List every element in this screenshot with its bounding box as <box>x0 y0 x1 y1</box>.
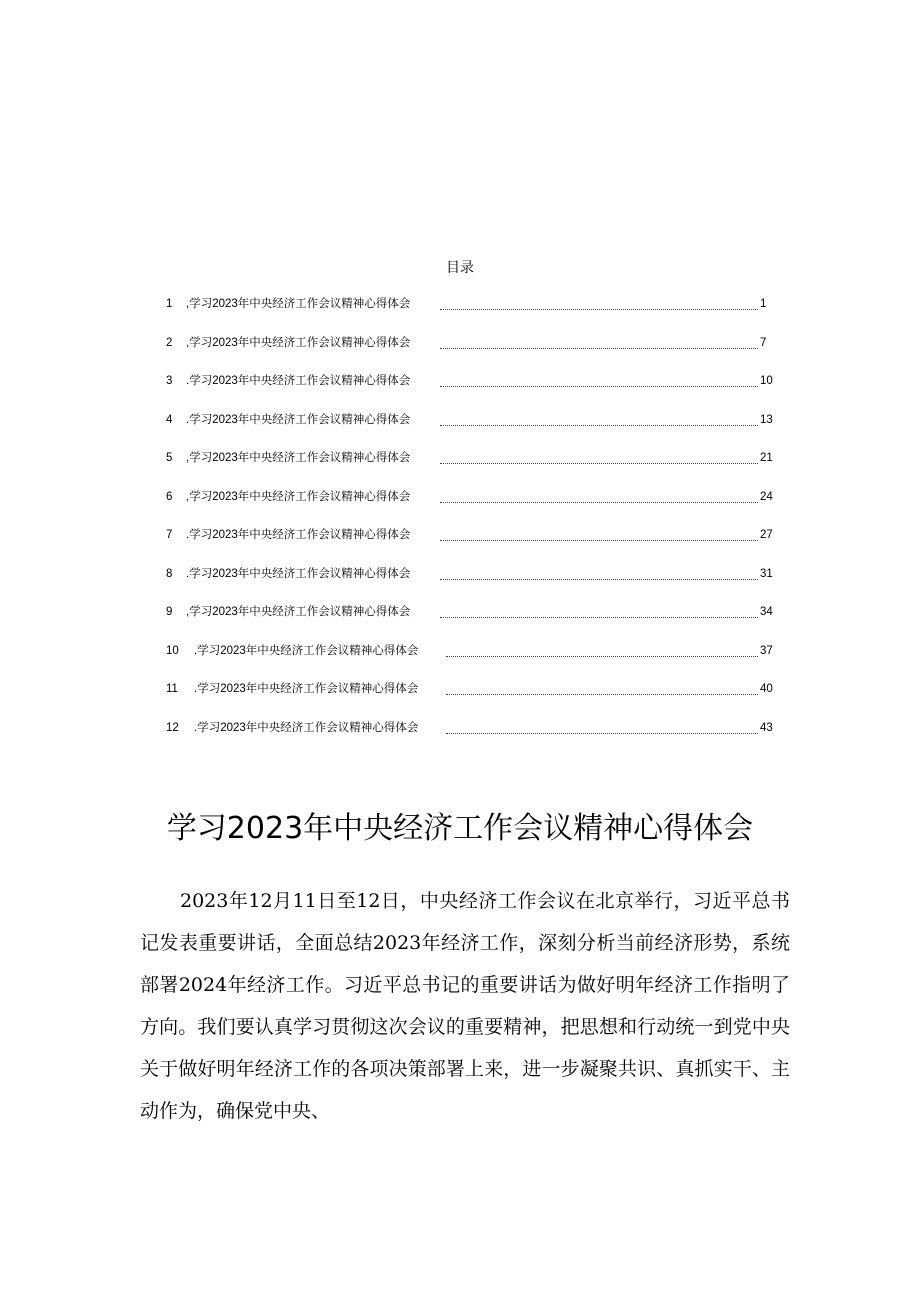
toc-item[interactable] <box>0 486 920 508</box>
toc-dot-leader <box>446 694 758 695</box>
toc-item[interactable] <box>0 409 920 431</box>
toc-item-title: .学习2023年中央经济工作会议精神心得体会 <box>186 413 411 426</box>
toc-item-number: 12 <box>166 721 179 734</box>
toc-item-title: ,学习2023年中央经济工作会议精神心得体会 <box>186 452 411 464</box>
toc-item-number: 4 <box>166 413 173 426</box>
toc-item-title: ,学习2023年中央经济工作会议精神心得体会 <box>186 298 411 310</box>
toc-item-page: 1 <box>760 298 767 310</box>
toc-dot-leader <box>440 386 758 387</box>
toc-item-title: ,学习2023年中央经济工作会议精神心得体会 <box>186 336 411 349</box>
toc-item[interactable] <box>0 717 920 739</box>
toc-dot-leader <box>440 425 758 426</box>
toc-item-number: 3 <box>166 375 173 387</box>
toc-dot-leader <box>440 540 758 541</box>
toc-item[interactable] <box>0 640 920 662</box>
toc-dot-leader <box>440 617 758 618</box>
toc-item-number: 8 <box>166 567 173 580</box>
toc-item-page: 7 <box>760 336 767 349</box>
toc-item-title: .学习2023年中央经济工作会议精神心得体会 <box>194 683 419 695</box>
toc-dot-leader <box>446 733 758 734</box>
toc-item-number: 7 <box>166 529 173 541</box>
toc-item[interactable] <box>0 332 920 354</box>
toc-item[interactable] <box>0 563 920 585</box>
toc-item-page: 24 <box>760 490 773 503</box>
toc-item-title: .学习2023年中央经济工作会议精神心得体会 <box>186 567 411 580</box>
toc-item-page: 43 <box>760 721 773 734</box>
toc-item-page: 10 <box>760 375 773 387</box>
toc-item-page: 27 <box>760 529 773 541</box>
toc-item[interactable] <box>0 293 920 315</box>
toc-item[interactable] <box>0 447 920 469</box>
toc-item-page: 13 <box>760 413 773 426</box>
toc-item-number: 5 <box>166 452 173 464</box>
body-paragraph: 2023年12月11日至12日，中央经济工作会议在北京举行，习近平总书记发表重要讲话，全面总结2023年经济工作，深刻分析当前经济形势，系统部署2024年经济工作。习近平总书记的重要讲话为做好明年经济工作指明了方向。我们要认真学习贯彻这次会议的重要精神，把思想和行动统一到党中央关于做好明年经济工作的各项决策部署上来，进一步凝聚共识、真抓实干、主动作为，确保党中央、 <box>140 890 790 1122</box>
toc-item-title: .学习2023年中央经济工作会议精神心得体会 <box>194 721 419 734</box>
toc-item-title: ,学习2023年中央经济工作会议精神心得体会 <box>186 606 411 618</box>
toc-item-number: 9 <box>166 606 173 618</box>
toc-heading: 目录 <box>446 260 474 276</box>
toc-dot-leader <box>440 309 758 310</box>
toc-item-title: .学习2023年中央经济工作会议精神心得体会 <box>194 644 419 657</box>
toc-dot-leader <box>446 656 758 657</box>
toc-item[interactable] <box>0 678 920 700</box>
toc-item-number: 10 <box>166 644 179 657</box>
toc-item-page: 37 <box>760 644 773 657</box>
toc-item[interactable] <box>0 601 920 623</box>
toc-item-title: .学习2023年中央经济工作会议精神心得体会 <box>186 375 411 387</box>
toc-item-number: 1 <box>166 298 173 310</box>
toc-item-title: .学习2023年中央经济工作会议精神心得体会 <box>186 529 411 541</box>
toc-dot-leader <box>440 502 758 503</box>
toc-item-page: 40 <box>760 683 773 695</box>
toc-item[interactable] <box>0 524 920 546</box>
toc-item-number: 2 <box>166 336 173 349</box>
document-title: 学习2023年中央经济工作会议精神心得体会 <box>166 811 754 846</box>
toc-item-number: 11 <box>166 683 178 695</box>
toc-dot-leader <box>440 348 758 349</box>
toc-item-page: 21 <box>760 452 773 464</box>
toc-item-title: ,学习2023年中央经济工作会议精神心得体会 <box>186 490 411 503</box>
toc-item-number: 6 <box>166 490 173 503</box>
toc-dot-leader <box>440 463 758 464</box>
toc-dot-leader <box>440 579 758 580</box>
toc-item-page: 31 <box>760 567 773 580</box>
toc-item[interactable] <box>0 370 920 392</box>
toc-item-page: 34 <box>760 606 773 618</box>
